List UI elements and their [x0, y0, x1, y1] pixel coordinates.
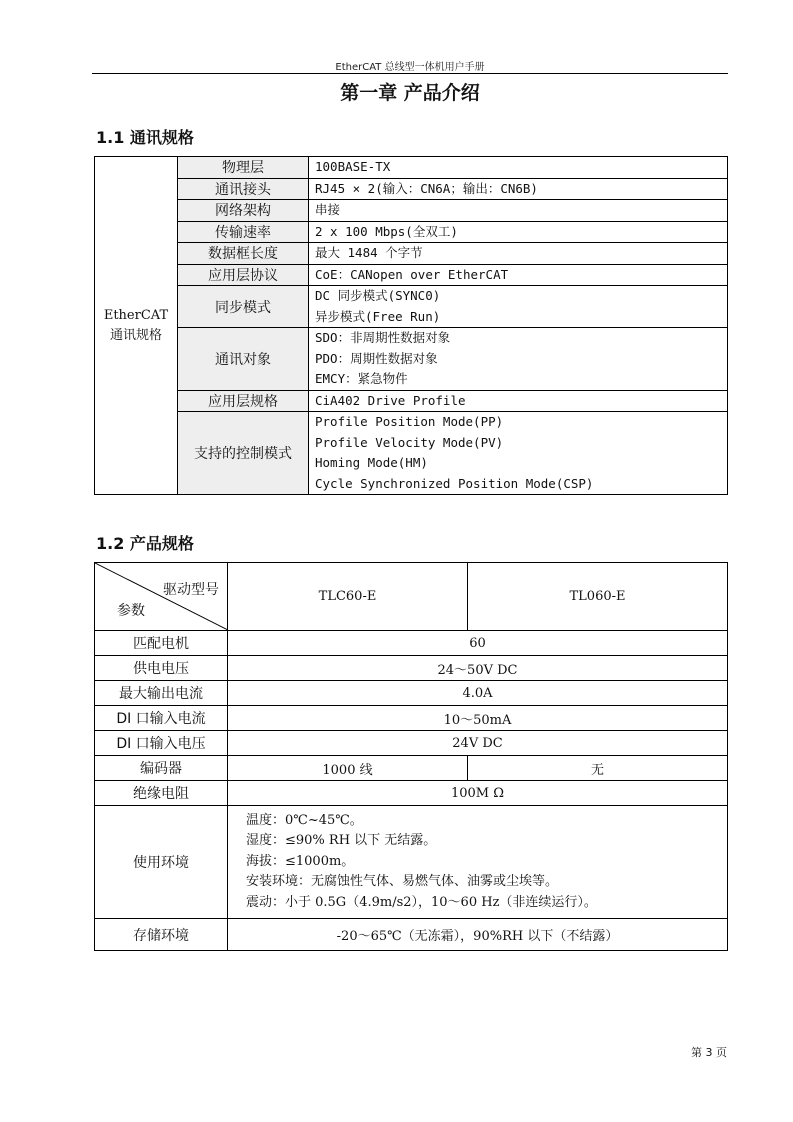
row-value: 1000 线: [228, 756, 468, 781]
row-label: 通讯接头: [178, 178, 309, 200]
table-header-row: [95, 563, 728, 631]
row-label: 匹配电机: [95, 631, 228, 656]
row-value: 2 x 100 Mbps(全双工): [309, 221, 728, 243]
section-heading-comm: 1.1 通讯规格: [96, 128, 194, 147]
table-row: [95, 328, 728, 391]
table-row: [95, 390, 728, 412]
table-row: [95, 157, 728, 179]
row-label: 编码器: [95, 756, 228, 781]
model-header: TL060-E: [468, 563, 728, 631]
row-label: 最大输出电流: [95, 681, 228, 706]
row-label: 存储环境: [95, 919, 228, 951]
table-row: [95, 781, 728, 806]
row-value: CiA402 Drive Profile: [309, 390, 728, 412]
row-value: 10～50mA: [228, 706, 728, 731]
row-value: 100BASE-TX: [309, 157, 728, 179]
row-label: 物理层: [178, 157, 309, 179]
row-value: 最大 1484 个字节: [309, 243, 728, 265]
row-value: 4.0A: [228, 681, 728, 706]
running-header: EtherCAT 总线型一体机用户手册: [335, 62, 485, 73]
comm-group-label: EtherCAT 通讯规格: [95, 157, 178, 495]
row-label: 供电电压: [95, 656, 228, 681]
model-header: TLC60-E: [228, 563, 468, 631]
table-row: [95, 756, 728, 781]
row-label: 传输速率: [178, 221, 309, 243]
drive-model-label: 驱动型号: [163, 582, 219, 598]
row-label: 支持的控制模式: [178, 412, 309, 495]
page-number: 第 3 页: [691, 1046, 727, 1059]
row-label: 同步模式: [178, 286, 309, 328]
row-value: 无: [468, 756, 728, 781]
row-value: 60: [228, 631, 728, 656]
row-label: 使用环境: [95, 806, 228, 919]
row-label: 应用层协议: [178, 264, 309, 286]
environment-value: 温度：0℃~45℃。 湿度：≤90% RH 以下 无结露。 海拔：≤1000m。 安装环境：无腐蚀性气体、易燃气体、油雾或尘埃等。 震动：小于 0.5G（4.9m/s2），10～60 Hz（非连续运行）。: [228, 806, 728, 919]
section-heading-product: 1.2 产品规格: [96, 534, 194, 553]
table-row: [95, 681, 728, 706]
row-label: 网络架构: [178, 200, 309, 222]
row-label: DI 口输入电流: [95, 706, 228, 731]
table-row: [95, 178, 728, 200]
parameter-label: 参数: [117, 603, 145, 619]
row-label: DI 口输入电压: [95, 731, 228, 756]
row-value: -20～65℃（无冻霜），90%RH 以下（不结露）: [228, 919, 728, 951]
chapter-title: 第一章 产品介绍: [340, 82, 480, 104]
diagonal-header-cell: [95, 563, 228, 631]
table-row: [95, 919, 728, 951]
table-row: [95, 412, 728, 495]
table-row: [95, 656, 728, 681]
row-value: 24V DC: [228, 731, 728, 756]
table-row: [95, 731, 728, 756]
table-row: [95, 243, 728, 265]
row-value: DC 同步模式(SYNC0) 异步模式(Free Run): [309, 286, 728, 328]
row-label: 数据框长度: [178, 243, 309, 265]
row-value: CoE：CANopen over EtherCAT: [309, 264, 728, 286]
table-row: [95, 264, 728, 286]
row-value: 串接: [309, 200, 728, 222]
header-divider: [92, 73, 728, 74]
row-value: RJ45 × 2(输入：CN6A；输出：CN6B): [309, 178, 728, 200]
table-row: [95, 706, 728, 731]
row-value: Profile Position Mode(PP) Profile Velocity Mode(PV) Homing Mode(HM) Cycle Synchronized Position Mode(CSP): [309, 412, 728, 495]
table-row: [95, 221, 728, 243]
row-value: 100M Ω: [228, 781, 728, 806]
row-value: SDO：非周期性数据对象 PDO：周期性数据对象 EMCY：紧急物件: [309, 328, 728, 391]
row-value: 24～50V DC: [228, 656, 728, 681]
table-row: [95, 806, 728, 919]
product-spec-table: [94, 562, 728, 951]
table-row: [95, 631, 728, 656]
row-label: 绝缘电阻: [95, 781, 228, 806]
comm-spec-table: [94, 156, 728, 495]
row-label: 通讯对象: [178, 328, 309, 391]
table-row: [95, 200, 728, 222]
row-label: 应用层规格: [178, 390, 309, 412]
table-row: [95, 286, 728, 328]
